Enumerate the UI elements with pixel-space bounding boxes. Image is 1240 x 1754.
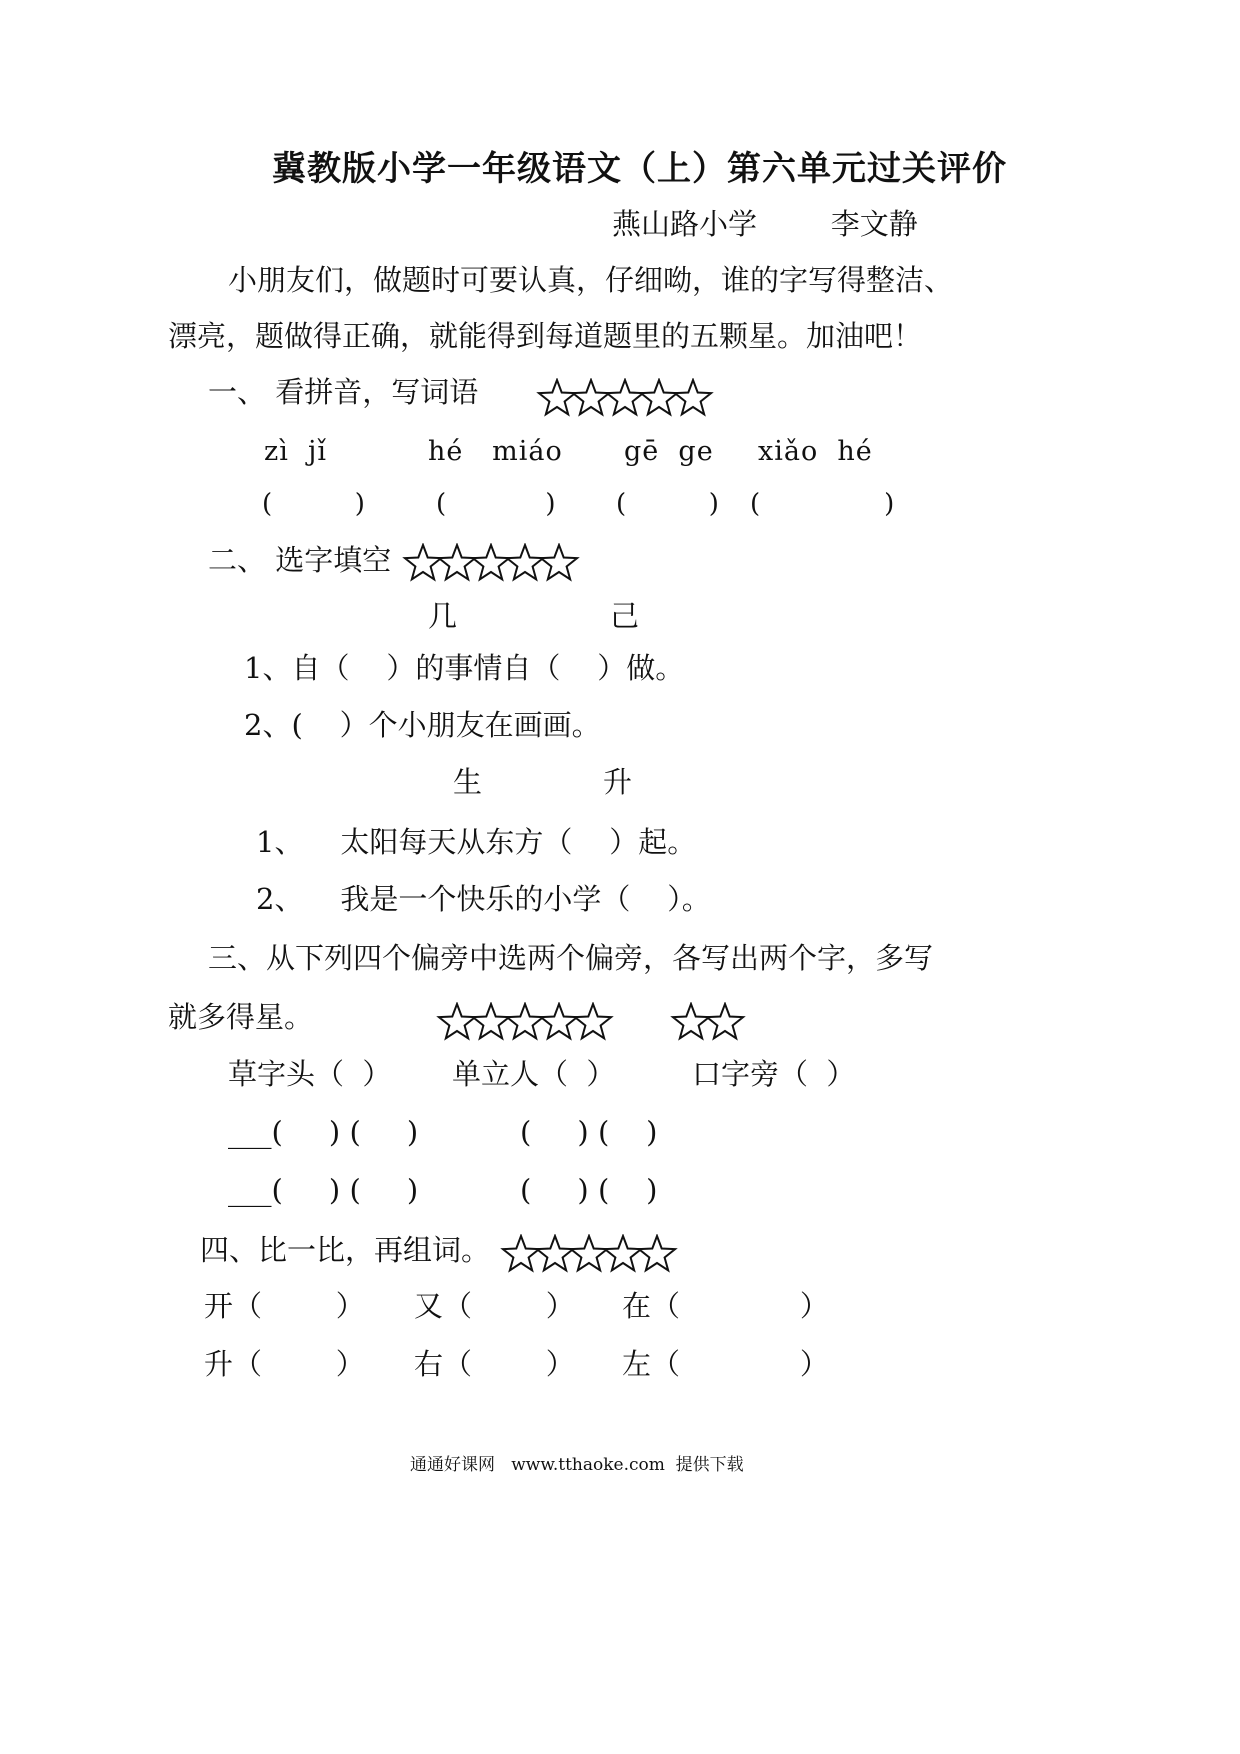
answer-blank-3[interactable]: ( ): [616, 489, 719, 519]
section4-heading: 四、比一比，再组词。: [200, 1233, 491, 1267]
star-icon: [605, 1236, 641, 1270]
section1-star-rating: [536, 378, 714, 418]
radical-danliren: 单立人（ ）: [452, 1057, 616, 1091]
star-icon: [439, 1004, 475, 1038]
star-icon: [473, 1004, 509, 1038]
radical-answer-row-1-left[interactable]: ___( ) ( ): [228, 1115, 419, 1149]
answer-blank-1[interactable]: ( ): [262, 489, 365, 519]
star-icon: [541, 1004, 577, 1038]
intro-line-1: 小朋友们，做题时可要认真，仔细呦，谁的字写得整洁、: [228, 263, 954, 297]
section2-heading: 二、 选字填空: [208, 543, 392, 577]
footer-source: 通通好课网 www.tthaoke.com 提供下载: [410, 1455, 744, 1475]
choice-char-ji: 几: [428, 599, 458, 633]
star-icon: [673, 1004, 709, 1038]
radical-kouzipang: 口字旁（ ）: [692, 1057, 856, 1091]
radical-answer-row-2-right[interactable]: ( ) ( ): [520, 1173, 658, 1207]
section3-star-rating: [436, 1002, 614, 1042]
question-2-2: 2、( ）个小朋友在画画。: [244, 708, 601, 742]
star-icon: [503, 1236, 539, 1270]
star-icon: [675, 380, 711, 414]
star-icon: [507, 1004, 543, 1038]
pinyin-2: hé miáo: [428, 436, 563, 467]
section3-heading-line-1: 三、从下列四个偏旁中选两个偏旁，各写出两个字，多写: [208, 941, 934, 975]
compare-kai[interactable]: 开（ ）: [204, 1289, 365, 1323]
star-icon: [539, 380, 575, 414]
answer-blank-4[interactable]: ( ): [750, 489, 895, 519]
section3-heading-line-2: 就多得星。: [168, 1000, 314, 1034]
section2-star-rating: [402, 543, 580, 583]
star-icon: [439, 545, 475, 579]
question-2-4: 2、 我是一个快乐的小学（ ）。: [256, 882, 711, 916]
compare-zai[interactable]: 在（ ）: [622, 1289, 829, 1323]
star-icon: [573, 380, 609, 414]
star-icon: [473, 545, 509, 579]
compare-zuo[interactable]: 左（ ）: [622, 1347, 829, 1381]
star-icon: [507, 545, 543, 579]
star-icon: [639, 1236, 675, 1270]
page-title: 冀教版小学一年级语文（上）第六单元过关评价: [272, 149, 1007, 189]
answer-blank-2[interactable]: ( ): [436, 489, 556, 519]
star-icon: [537, 1236, 573, 1270]
author-line: 燕山路小学 李文静: [612, 207, 918, 241]
question-2-3: 1、 太阳每天从东方（ ）起。: [256, 825, 697, 859]
pinyin-3: gē ge: [624, 436, 714, 467]
star-icon: [571, 1236, 607, 1270]
section4-star-rating: [500, 1234, 678, 1274]
choice-char-ji-self: 己: [610, 599, 640, 633]
section3-bonus-star-rating: [670, 1002, 746, 1042]
radical-answer-row-1-right[interactable]: ( ) ( ): [520, 1115, 658, 1149]
compare-sheng[interactable]: 升（ ）: [204, 1347, 365, 1381]
compare-you-right[interactable]: 右（ ）: [414, 1347, 575, 1381]
star-icon: [707, 1004, 743, 1038]
star-icon: [575, 1004, 611, 1038]
radical-answer-row-2-left[interactable]: ___( ) ( ): [228, 1173, 419, 1207]
intro-line-2: 漂亮，题做得正确，就能得到每道题里的五颗星。加油吧！: [168, 319, 923, 353]
question-2-1: 1、自（ ）的事情自（ ）做。: [244, 651, 685, 685]
compare-you[interactable]: 又（ ）: [414, 1289, 575, 1323]
choice-char-sheng: 生: [453, 765, 483, 799]
pinyin-1: zì jǐ: [264, 436, 328, 467]
star-icon: [541, 545, 577, 579]
pinyin-4: xiǎo hé: [758, 436, 873, 467]
star-icon: [641, 380, 677, 414]
radical-caozitou: 草字头（ ）: [228, 1057, 392, 1091]
star-icon: [607, 380, 643, 414]
choice-char-sheng-rise: 升: [603, 765, 633, 799]
star-icon: [405, 545, 441, 579]
section1-heading: 一、 看拼音，写词语: [208, 375, 479, 409]
